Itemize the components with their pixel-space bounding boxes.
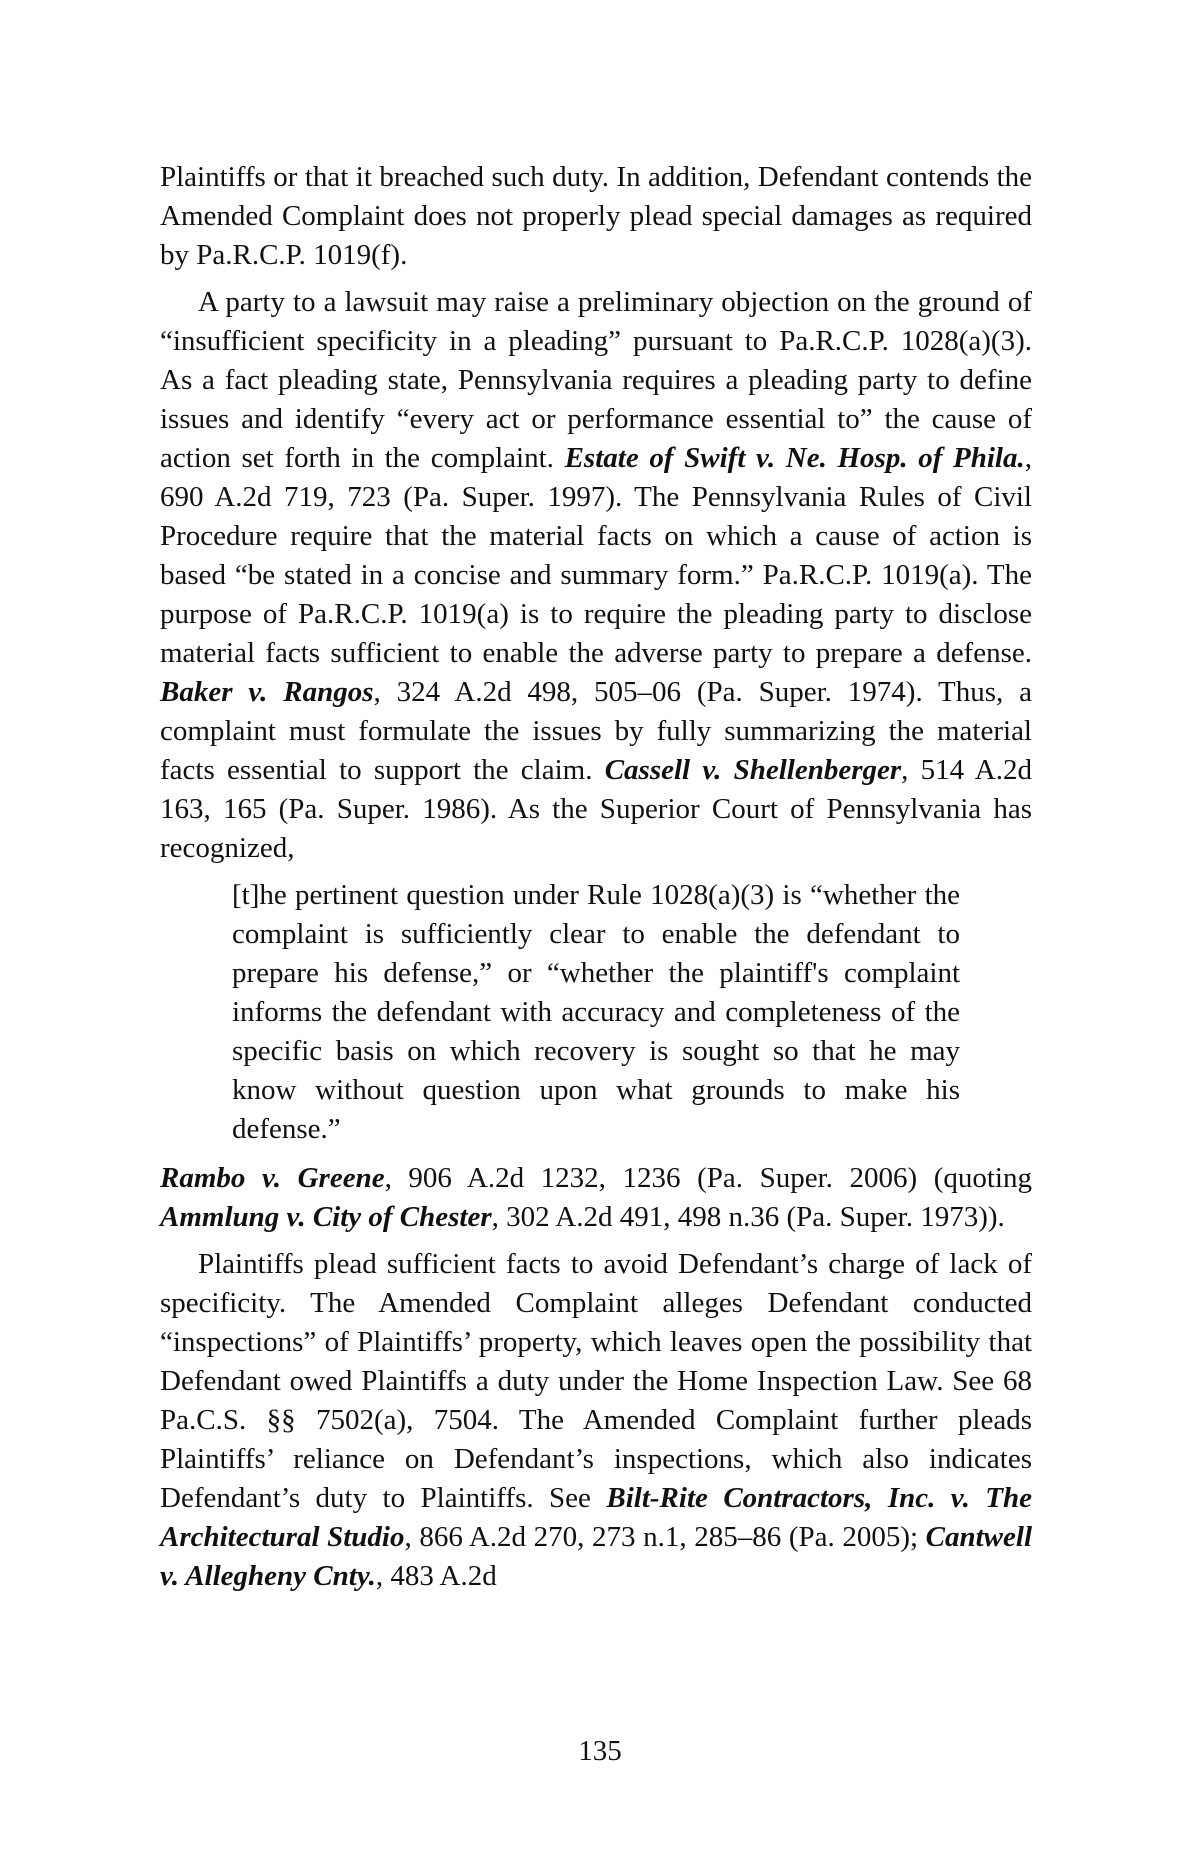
case-citation: Cassell v. Shellenberger [604,754,902,786]
page-body [160,158,1032,1604]
text-segment: , 324 A.2d 498, 505–06 (Pa. Super. 1974). Thus, a complaint must formulate the issues by fully summarizing the material facts essential to support the claim. [160,676,1032,786]
quote-text: [t]he pertinent question under Rule 1028(a)(3) is “whether the complaint is sufficiently clear to enable the defendant to prepare his defense,” or “whether the plaintiff's complaint informs the defendant with accuracy and completeness of the specific basis on which recovery is sought so that he may know without question upon what grounds to make his defense.” [232,879,960,1145]
text-segment: , 866 A.2d 270, 273 n.1, 285–86 (Pa. 2005); [404,1521,926,1553]
text-segment: , 483 A.2d [375,1560,497,1592]
case-citation: Baker v. Rangos [160,676,374,708]
paragraph-1 [160,158,1032,275]
block-quote [232,876,960,1149]
case-citation: Estate of Swift v. Ne. Hosp. of Phila. [564,442,1025,474]
text-segment: , 302 A.2d 491, 498 n.36 (Pa. Super. 1973)). [491,1201,1005,1233]
page-number: 135 [578,1735,622,1767]
text-segment: Plaintiffs plead sufficient facts to avoid Defendant’s charge of lack of specificity. The Amended Complaint alleges Defendant conducted “inspections” of Plaintiffs’ property, which leaves open the possibility that Defendant owed Plaintiffs a duty under the Home Inspection Law. See 68 Pa.C.S. §§ 7502(a), 7504. The Amended Complaint further pleads Plaintiffs’ reliance on Defendant’s inspections, which also indicates Defendant’s duty to Plaintiffs. See [160,1248,1032,1514]
text-segment: , 514 A.2d 163, 165 (Pa. Super. 1986). As the Superior Court of Pennsylvania has recognized, [160,754,1032,864]
paragraph-4 [160,1245,1032,1596]
paragraph-3 [160,1159,1032,1237]
case-citation: Bilt-Rite Contractors, Inc. v. The Architectural Studio [160,1482,1033,1553]
text-segment: Plaintiffs or that it breached such duty. In addition, Defendant contends the Amended Complaint does not properly plead special damages as required by Pa.R.C.P. 1019(f). [160,161,1032,271]
case-citation: Cantwell v. Allegheny Cnty. [160,1521,1033,1592]
case-citation: Ammlung v. City of Chester [160,1201,492,1233]
paragraph-2 [160,283,1032,868]
text-segment: , 690 A.2d 719, 723 (Pa. Super. 1997). The Pennsylvania Rules of Civil Procedure require that the material facts on which a cause of action is based “be stated in a concise and summary form.” Pa.R.C.P. 1019(a). The purpose of Pa.R.C.P. 1019(a) is to require the pleading party to disclose material facts sufficient to enable the adverse party to prepare a defense. [160,442,1032,669]
case-citation: Rambo v. Greene [160,1162,385,1194]
text-segment: A party to a lawsuit may raise a preliminary objection on the ground of “insufficient specificity in a pleading” pursuant to Pa.R.C.P. 1028(a)(3). As a fact pleading state, Pennsylvania requires a pleading party to define issues and identify “every act or performance essential to” the cause of action set forth in the complaint. [160,286,1032,474]
text-segment: , 906 A.2d 1232, 1236 (Pa. Super. 2006) (quoting [384,1162,1032,1194]
